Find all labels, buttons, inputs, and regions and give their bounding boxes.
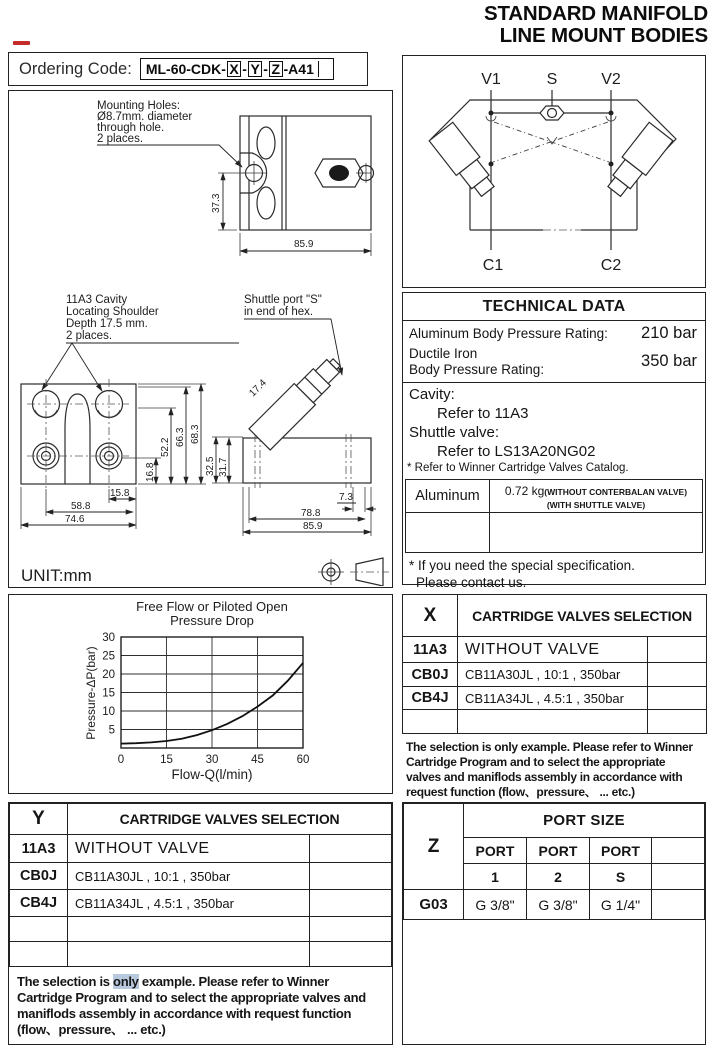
table-row <box>404 890 705 920</box>
empty-cell <box>648 637 707 663</box>
pressure-rating-row <box>403 343 705 377</box>
code-option-z: Z <box>269 61 283 78</box>
empty-cell <box>310 835 392 863</box>
dimension-label: 31.7 <box>218 457 229 477</box>
port-number: 1 <box>464 864 527 890</box>
x-tick-label: 60 <box>296 754 310 766</box>
dimension-label: 85.9 <box>294 239 314 250</box>
port-header: PORT <box>590 838 652 864</box>
note-line: * If you need the special specification. <box>409 558 635 574</box>
weight-table <box>405 479 703 553</box>
y-tick-label: 15 <box>102 687 115 700</box>
x-tick-label: 0 <box>117 754 125 766</box>
mounting-note: 2 places. <box>97 133 144 145</box>
port-number: 2 <box>527 864 590 890</box>
code-prefix: ML-60-CDK- <box>145 61 226 77</box>
port-header: PORT <box>464 838 527 864</box>
technical-data-panel <box>402 292 706 591</box>
x-selection-section <box>402 594 706 799</box>
valve-desc-cell: CB11A34JL , 4.5:1 , 350bar <box>458 687 648 710</box>
dimension-label: 66.3 <box>175 427 186 447</box>
valve-desc-cell: WITHOUT VALVE <box>68 835 310 863</box>
selection-note: The selection is only example. Please refer to Winner Cartridge Program and to select the appropriate valves and maniflods assembly in accordance with request function (flow、pressure、 ... etc.) <box>406 740 693 799</box>
x-axis-label: Flow-Q(l/min) <box>171 767 253 782</box>
port-header: PORT <box>527 838 590 864</box>
empty-cell <box>652 864 705 890</box>
x-selection-table <box>402 594 707 734</box>
y-tick-label: 5 <box>108 724 115 737</box>
rating-value: 210 bar <box>641 324 697 342</box>
note-text: example. Please refer to Winner Cartridge Program and to select the appropriate valves and maniflods assembly in accordance with request function (flow、pressure、 ... etc.) <box>17 974 366 1037</box>
port-size-section <box>402 802 706 1045</box>
port-label-v2: V2 <box>601 71 621 88</box>
third-angle-projection-icon <box>318 558 389 586</box>
dimension-label: 15.8 <box>110 488 130 499</box>
valve-code-cell: CB0J <box>403 663 458 687</box>
port-label-v1: V1 <box>481 71 501 88</box>
dimension-label: 32.5 <box>205 456 216 476</box>
code-sep: - <box>263 61 268 77</box>
mounting-note: Mounting Holes: <box>97 100 181 112</box>
chart-title: Free Flow or Piloted Open <box>136 599 288 614</box>
front-view-drawing <box>21 294 239 529</box>
valve-code-cell: CB4J <box>403 687 458 710</box>
cartridge-valve-symbol-left <box>429 122 499 200</box>
port-label-c2: C2 <box>600 257 622 274</box>
ordering-code-value <box>140 58 334 81</box>
empty-cell <box>310 863 392 890</box>
port-value-cell: G 3/8" <box>464 890 527 920</box>
y-selection-section <box>8 802 393 1045</box>
dimension-label: 58.8 <box>71 501 91 512</box>
cavity-label: Cavity: <box>409 386 455 404</box>
valve-code-cell: CB4J <box>10 890 68 917</box>
valve-desc-cell: WITHOUT VALVE <box>458 637 648 663</box>
port-value-cell: G 1/4" <box>590 890 652 920</box>
y-tick-label: 30 <box>102 632 115 644</box>
angle-view-drawing <box>205 294 376 536</box>
technical-data-title: TECHNICAL DATA <box>403 293 705 321</box>
y-tick-label: 10 <box>102 706 115 718</box>
port-code-cell: G03 <box>404 890 464 920</box>
y-axis-label: Pressure-ΔP(bar) <box>84 646 98 740</box>
empty-cell <box>648 687 707 710</box>
cavity-value: Refer to 11A3 <box>437 405 529 423</box>
empty-cell <box>652 838 705 864</box>
x-tick-label: 15 <box>160 754 173 766</box>
port-size-title: PORT SIZE <box>464 804 705 838</box>
y-tick-label: 20 <box>102 669 115 681</box>
ordering-code-label: Ordering Code: <box>19 59 132 78</box>
selection-title: CARTRIDGE VALVES SELECTION <box>68 804 392 835</box>
note-text: The selection is <box>17 974 114 989</box>
pressure-drop-chart <box>9 595 391 792</box>
table-row <box>10 942 392 967</box>
rating-label: Ductile Iron Body Pressure Rating: <box>409 346 545 377</box>
page-title-line2: LINE MOUNT BODIES <box>499 24 708 47</box>
shuttle-note: in end of hex. <box>244 306 314 318</box>
table-row <box>10 917 392 942</box>
table-header-row <box>404 804 705 838</box>
y-column-header: Y <box>10 804 68 835</box>
red-mark-artifact <box>13 41 30 45</box>
table-row <box>406 513 703 553</box>
shuttle-cylinder <box>249 352 347 450</box>
table-row <box>10 835 392 863</box>
material-cell: Aluminum <box>406 480 490 513</box>
unit-label: UNIT:mm <box>21 566 92 585</box>
dimension-label: 37.3 <box>211 193 222 213</box>
cavity-note: 11A3 Cavity <box>66 294 128 306</box>
table-row <box>406 480 703 513</box>
code-option-x: X <box>227 61 241 78</box>
valve-code-cell: CB0J <box>10 863 68 890</box>
code-tail-cell <box>318 61 333 78</box>
y-selection-table <box>9 803 392 967</box>
rating-value: 350 bar <box>641 352 697 371</box>
x-column-header: X <box>403 595 458 637</box>
hydraulic-schematic <box>403 56 704 286</box>
pressure-rating-row <box>403 321 705 343</box>
ordering-code-panel <box>8 52 368 86</box>
empty-cell <box>648 663 707 687</box>
highlighted-word: only <box>113 974 139 989</box>
selection-title: CARTRIDGE VALVES SELECTION <box>458 595 707 637</box>
valve-desc-cell: CB11A34JL , 4.5:1 , 350bar <box>68 890 310 917</box>
port-label-s: S <box>546 71 558 88</box>
dimension-label: 7.3 <box>339 492 353 503</box>
port-label-c1: C1 <box>482 257 504 274</box>
empty-cell <box>310 917 392 942</box>
valve-code-cell <box>10 917 68 942</box>
rating-label: Aluminum Body Pressure Rating: <box>409 325 608 341</box>
dimension-label: 85.9 <box>303 521 323 532</box>
cavity-note: Locating Shoulder <box>66 306 159 318</box>
shuttle-valve-label: Shuttle valve: <box>409 424 500 442</box>
dimension-label: 16.8 <box>145 462 156 482</box>
empty-cell <box>310 890 392 917</box>
hydraulic-schematic-panel <box>402 55 706 288</box>
valve-code-cell <box>10 942 68 967</box>
dimension-label: 68.3 <box>190 424 201 444</box>
table-row <box>403 663 707 687</box>
table-row <box>10 890 392 917</box>
page-title <box>484 3 708 47</box>
dimension-drawings <box>9 91 391 586</box>
dimension-label: 74.6 <box>65 514 85 525</box>
cavity-note: 2 places. <box>66 330 113 342</box>
shuttle-note: Shuttle port "S" <box>244 294 322 306</box>
chart-title: Pressure Drop <box>170 613 254 628</box>
y-tick-label: 25 <box>102 650 115 663</box>
table-row <box>403 710 707 734</box>
dimension-drawings-panel <box>8 90 393 588</box>
valve-code-cell <box>403 710 458 734</box>
mounting-note: through hole. <box>97 122 165 134</box>
valve-desc-cell: CB11A30JL , 10:1 , 350bar <box>458 663 648 687</box>
code-sep: - <box>242 61 247 77</box>
table-row <box>403 637 707 663</box>
code-option-y: Y <box>248 61 262 78</box>
dimension-label: 78.8 <box>301 508 321 519</box>
selection-note <box>9 967 392 1038</box>
shuttle-valve-value: Refer to LS13A20NG02 <box>437 443 596 461</box>
valve-desc-cell: CB11A30JL , 10:1 , 350bar <box>68 863 310 890</box>
cavity-info <box>403 383 705 461</box>
valve-desc-cell <box>68 942 310 967</box>
valve-code-cell: 11A3 <box>403 637 458 663</box>
table-row <box>403 687 707 710</box>
weight-cell: 0.72 kg(WITHOUT CONTERBALAN VALVE) (WITH SHUTTLE VALVE) <box>490 480 703 513</box>
table-header-row <box>10 804 392 835</box>
empty-cell <box>648 710 707 734</box>
x-tick-label: 30 <box>205 754 219 766</box>
empty-cell <box>310 942 392 967</box>
mounting-note: Ø8.7mm. diameter <box>97 111 193 123</box>
table-header-row <box>403 595 707 637</box>
empty-cell <box>652 890 705 920</box>
z-column-header: Z <box>404 804 464 890</box>
cavity-note: Depth 17.5 mm. <box>66 318 148 330</box>
dimension-label: 17.4 <box>247 377 269 400</box>
code-suffix: -A41 <box>283 61 314 77</box>
cartridge-valve-symbol-right <box>602 122 672 200</box>
page-title-line1: STANDARD MANIFOLD <box>484 2 708 25</box>
x-tick-label: 45 <box>251 754 264 766</box>
port-value-cell: G 3/8" <box>527 890 590 920</box>
side-view-drawing <box>97 100 374 256</box>
table-row <box>10 863 392 890</box>
note-line: Please contact us. <box>416 575 527 591</box>
valve-desc-cell <box>68 917 310 942</box>
valve-desc-cell <box>458 710 648 734</box>
dimension-label: 52.2 <box>160 437 171 457</box>
port-number: S <box>590 864 652 890</box>
special-specification-note <box>403 553 705 591</box>
catalog-footnote: * Refer to Winner Cartridge Valves Catalog. <box>407 462 629 475</box>
valve-code-cell: 11A3 <box>10 835 68 863</box>
pressure-drop-chart-panel <box>8 594 393 794</box>
port-size-table <box>403 803 705 920</box>
